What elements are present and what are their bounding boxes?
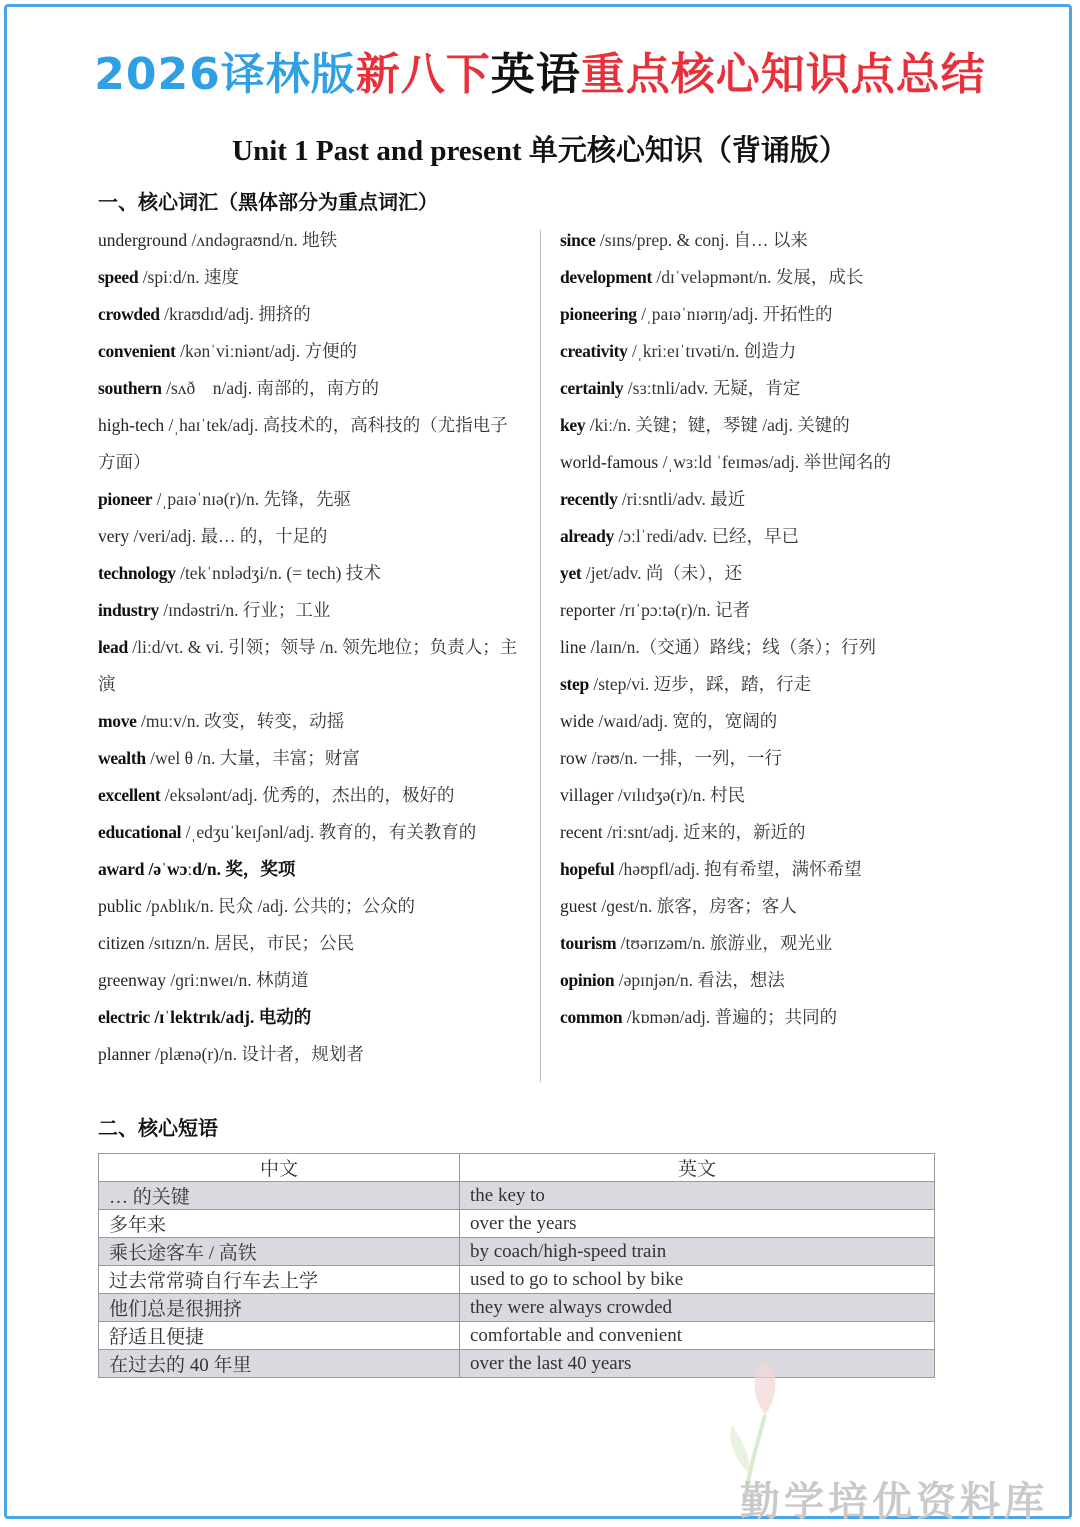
vocab-definition: /əˈwɔːd/n. 奖，奖项	[144, 859, 296, 879]
vocab-word: step	[560, 674, 589, 694]
vocab-entry	[98, 407, 518, 481]
vocab-word: convenient	[98, 341, 176, 361]
vocab-entry	[98, 481, 518, 518]
table-row	[99, 1322, 935, 1350]
vocab-word: high-tech	[98, 415, 165, 435]
vocab-definition: /plænə(r)/n. 设计者，规划者	[150, 1044, 364, 1064]
vocab-word: pioneering	[560, 304, 637, 324]
vocab-definition: /jet/adv. 尚（未），还	[581, 563, 743, 583]
vocab-definition: /spiːd/n. 速度	[138, 267, 239, 287]
vocab-definition: /rɪˈpɔːtə(r)/n. 记者	[615, 600, 750, 620]
vocab-column-right	[560, 222, 940, 1036]
phrase-english-cell: the key to	[460, 1182, 935, 1210]
vocab-heading: 一、核心词汇（黑体部分为重点词汇）	[98, 190, 438, 214]
vocab-word: award	[98, 859, 145, 879]
vocab-entry	[560, 222, 940, 259]
vocab-definition: /waɪd/adj. 宽的，宽阔的	[594, 711, 778, 731]
vocab-definition: /muːv/n. 改变，转变，动摇	[136, 711, 345, 731]
table-row	[99, 1294, 935, 1322]
vocab-word: technology	[98, 563, 176, 583]
vocab-column-left	[98, 222, 518, 1073]
vocab-word: recent	[560, 822, 603, 842]
vocab-entry	[98, 740, 518, 777]
vocab-definition: /wel θ /n. 大量，丰富；财富	[145, 748, 360, 768]
vocab-entry	[560, 851, 940, 888]
vocab-word: industry	[98, 600, 159, 620]
vocab-entry	[560, 666, 940, 703]
vocab-entry	[98, 629, 518, 703]
vocab-entry	[560, 925, 940, 962]
vocab-entry	[560, 518, 940, 555]
vocab-definition: /veri/adj. 最… 的，十足的	[129, 526, 328, 546]
vocab-entry	[560, 444, 940, 481]
vocab-entry	[560, 888, 940, 925]
vocab-entry	[98, 555, 518, 592]
vocab-entry	[560, 814, 940, 851]
phrase-chinese-cell: 乘长途客车 / 高铁	[99, 1238, 460, 1266]
phrase-chinese-cell: 舒适且便捷	[99, 1322, 460, 1350]
vocab-definition: /kɒmən/adj. 普遍的；共同的	[622, 1007, 838, 1027]
vocab-definition: /ˌedʒuˈkeɪʃənl/adj. 教育的，有关教育的	[181, 822, 477, 842]
vocab-word: very	[98, 526, 130, 546]
vocab-entry	[98, 518, 518, 555]
vocab-word: lead	[98, 637, 128, 657]
vocab-entry	[560, 407, 940, 444]
vocab-definition: /ˌkriːeɪˈtɪvəti/n. 创造力	[627, 341, 797, 361]
vocab-entry	[560, 629, 940, 666]
table-row	[99, 1182, 935, 1210]
vocab-word: villager	[560, 785, 614, 805]
vocab-definition: /sʌð n/adj. 南部的，南方的	[161, 378, 380, 398]
vocab-entry	[560, 555, 940, 592]
vocab-word: electric	[98, 1007, 150, 1027]
vocab-entry	[560, 592, 940, 629]
vocab-entry	[560, 999, 940, 1036]
vocab-definition: /tʊərɪzəm/n. 旅游业，观光业	[616, 933, 833, 953]
vocab-entry	[560, 740, 940, 777]
phrase-chinese-cell: 在过去的 40 年里	[99, 1350, 460, 1378]
phrase-english-cell: by coach/high-speed train	[460, 1238, 935, 1266]
vocab-word: certainly	[560, 378, 624, 398]
vocab-word: since	[560, 230, 596, 250]
vocab-definition: /əpɪnjən/n. 看法，想法	[614, 970, 785, 990]
vocab-definition: /rəʊ/n. 一排，一列，一行	[587, 748, 783, 768]
unit-subtitle: Unit 1 Past and present 单元核心知识（背诵版）	[232, 135, 848, 167]
vocab-word: excellent	[98, 785, 161, 805]
vocab-definition: /ɡriːnweɪ/n. 林荫道	[166, 970, 309, 990]
vocab-entry	[98, 259, 518, 296]
vocab-entry	[560, 259, 940, 296]
phrase-english-cell: over the last 40 years	[460, 1350, 935, 1378]
phrase-chinese-cell: 多年来	[99, 1210, 460, 1238]
vocab-definition: /ɔːlˈredi/adv. 已经，早已	[613, 526, 799, 546]
vocab-word: line	[560, 637, 587, 657]
vocab-definition: /eksələnt/adj. 优秀的，杰出的，极好的	[160, 785, 455, 805]
vocab-entry	[560, 370, 940, 407]
vocab-definition: /ˌpaɪəˈnɪərɪŋ/adj. 开拓性的	[636, 304, 833, 324]
vocab-entry	[98, 814, 518, 851]
vocab-entry	[98, 333, 518, 370]
phrase-chinese-cell: … 的关键	[99, 1182, 460, 1210]
vocab-definition: /kraʊdɪd/adj. 拥挤的	[159, 304, 311, 324]
phrase-chinese-cell: 他们总是很拥挤	[99, 1294, 460, 1322]
vocab-entry	[560, 333, 940, 370]
vocab-definition: /vɪlɪdʒə(r)/n. 村民	[613, 785, 746, 805]
vocab-word: common	[560, 1007, 623, 1027]
phrase-english-cell: they were always crowded	[460, 1294, 935, 1322]
vocab-word: row	[560, 748, 588, 768]
vocab-definition: /sɜːtnli/adv. 无疑，肯定	[623, 378, 801, 398]
vocab-word: underground	[98, 230, 188, 250]
vocab-entry	[98, 703, 518, 740]
vocab-entry	[98, 222, 518, 259]
vocab-definition: /tekˈnɒlədʒi/n. (= tech) 技术	[175, 563, 381, 583]
vocab-definition: /ˌhaɪˈtek/adj. 高技术的，高科技的（尤指电子方面）	[98, 415, 508, 472]
vocab-entry	[560, 296, 940, 333]
vocab-definition: /step/vi. 迈步，踩，踏，行走	[588, 674, 812, 694]
vocab-word: greenway	[98, 970, 167, 990]
vocab-entry	[98, 1036, 518, 1073]
vocab-definition: /sɪns/prep. & conj. 自… 以来	[595, 230, 808, 250]
vocab-word: citizen	[98, 933, 145, 953]
vocab-definition: /ˌwɜːld ˈfeɪməs/adj. 举世闻名的	[658, 452, 892, 472]
vocab-word: move	[98, 711, 137, 731]
vocab-definition: /ˌpaɪəˈnɪə(r)/n. 先锋，先驱	[152, 489, 352, 509]
vocab-entry	[560, 777, 940, 814]
vocab-entry	[98, 888, 518, 925]
vocab-entry	[98, 592, 518, 629]
vocab-word: guest	[560, 896, 597, 916]
main-title	[0, 38, 1080, 102]
vocab-word: wide	[560, 711, 595, 731]
table-row	[99, 1238, 935, 1266]
vocab-word: educational	[98, 822, 182, 842]
vocab-definition: /liːd/vt. & vi. 引领；领导 /n. 领先地位；负责人；主演	[98, 637, 518, 694]
vocab-word: wealth	[98, 748, 146, 768]
vocab-definition: /dɪˈveləpmənt/n. 发展，成长	[651, 267, 864, 287]
vocab-word: public	[98, 896, 142, 916]
table-row	[99, 1266, 935, 1294]
vocab-word: hopeful	[560, 859, 615, 879]
vocab-word: opinion	[560, 970, 615, 990]
vocab-definition: /pʌblɪk/n. 民众 /adj. 公共的；公众的	[141, 896, 415, 916]
vocab-entry	[560, 703, 940, 740]
watermark-text: 勤学培优资料库	[740, 1479, 1048, 1525]
vocab-entry	[560, 481, 940, 518]
vocab-entry	[560, 962, 940, 999]
title-part-2: 新八下	[355, 49, 491, 100]
vocab-word: yet	[560, 563, 582, 583]
column-divider	[540, 230, 541, 1082]
vocab-definition: /ʌndəɡraʊnd/n. 地铁	[187, 230, 338, 250]
vocab-word: recently	[560, 489, 618, 509]
vocab-entry	[98, 999, 518, 1036]
vocab-word: crowded	[98, 304, 160, 324]
column-header-chinese: 中文	[99, 1154, 460, 1182]
phrase-table-header	[99, 1154, 935, 1182]
vocab-word: already	[560, 526, 614, 546]
vocab-definition: /ɪˈlektrɪk/adj. 电动的	[150, 1007, 312, 1027]
table-row	[99, 1210, 935, 1238]
title-part-4: 重点核心知识点总结	[580, 49, 986, 100]
vocab-word: planner	[98, 1044, 151, 1064]
vocab-entry	[98, 851, 518, 888]
vocab-entry	[98, 296, 518, 333]
vocab-word: creativity	[560, 341, 628, 361]
vocab-word: key	[560, 415, 586, 435]
vocab-definition: /sɪtɪzn/n. 居民，市民；公民	[144, 933, 355, 953]
vocab-definition: /kiː/n. 关键；键，琴键 /adj. 关键的	[585, 415, 850, 435]
vocab-word: development	[560, 267, 652, 287]
vocab-word: tourism	[560, 933, 617, 953]
phrase-english-cell: used to go to school by bike	[460, 1266, 935, 1294]
vocab-definition: /həʊpfl/adj. 抱有希望，满怀希望	[614, 859, 862, 879]
vocab-word: world-famous	[560, 452, 659, 472]
vocab-word: speed	[98, 267, 139, 287]
phrase-english-cell: over the years	[460, 1210, 935, 1238]
vocab-definition: /laɪn/n.（交通）路线；线（条）；行列	[586, 637, 876, 657]
vocab-word: reporter	[560, 600, 616, 620]
vocab-word: pioneer	[98, 489, 153, 509]
vocab-definition: /kənˈviːniənt/adj. 方便的	[175, 341, 357, 361]
vocab-definition: /riːsnt/adj. 近来的，新近的	[602, 822, 806, 842]
vocab-definition: /riːsntli/adv. 最近	[617, 489, 746, 509]
phrase-chinese-cell: 过去常常骑自行车去上学	[99, 1266, 460, 1294]
column-header-english: 英文	[460, 1154, 935, 1182]
vocab-definition: /ɪndəstri/n. 行业；工业	[158, 600, 331, 620]
phrase-heading: 二、核心短语	[98, 1116, 218, 1140]
phrase-table	[98, 1153, 935, 1378]
title-part-3: 英语	[490, 49, 581, 100]
title-part-1: 2026译林版	[94, 49, 356, 100]
vocab-word: southern	[98, 378, 162, 398]
phrase-english-cell: comfortable and convenient	[460, 1322, 935, 1350]
vocab-entry	[98, 370, 518, 407]
vocab-entry	[98, 777, 518, 814]
vocab-definition: /ɡest/n. 旅客，房客；客人	[596, 896, 797, 916]
vocab-entry	[98, 925, 518, 962]
vocab-entry	[98, 962, 518, 999]
